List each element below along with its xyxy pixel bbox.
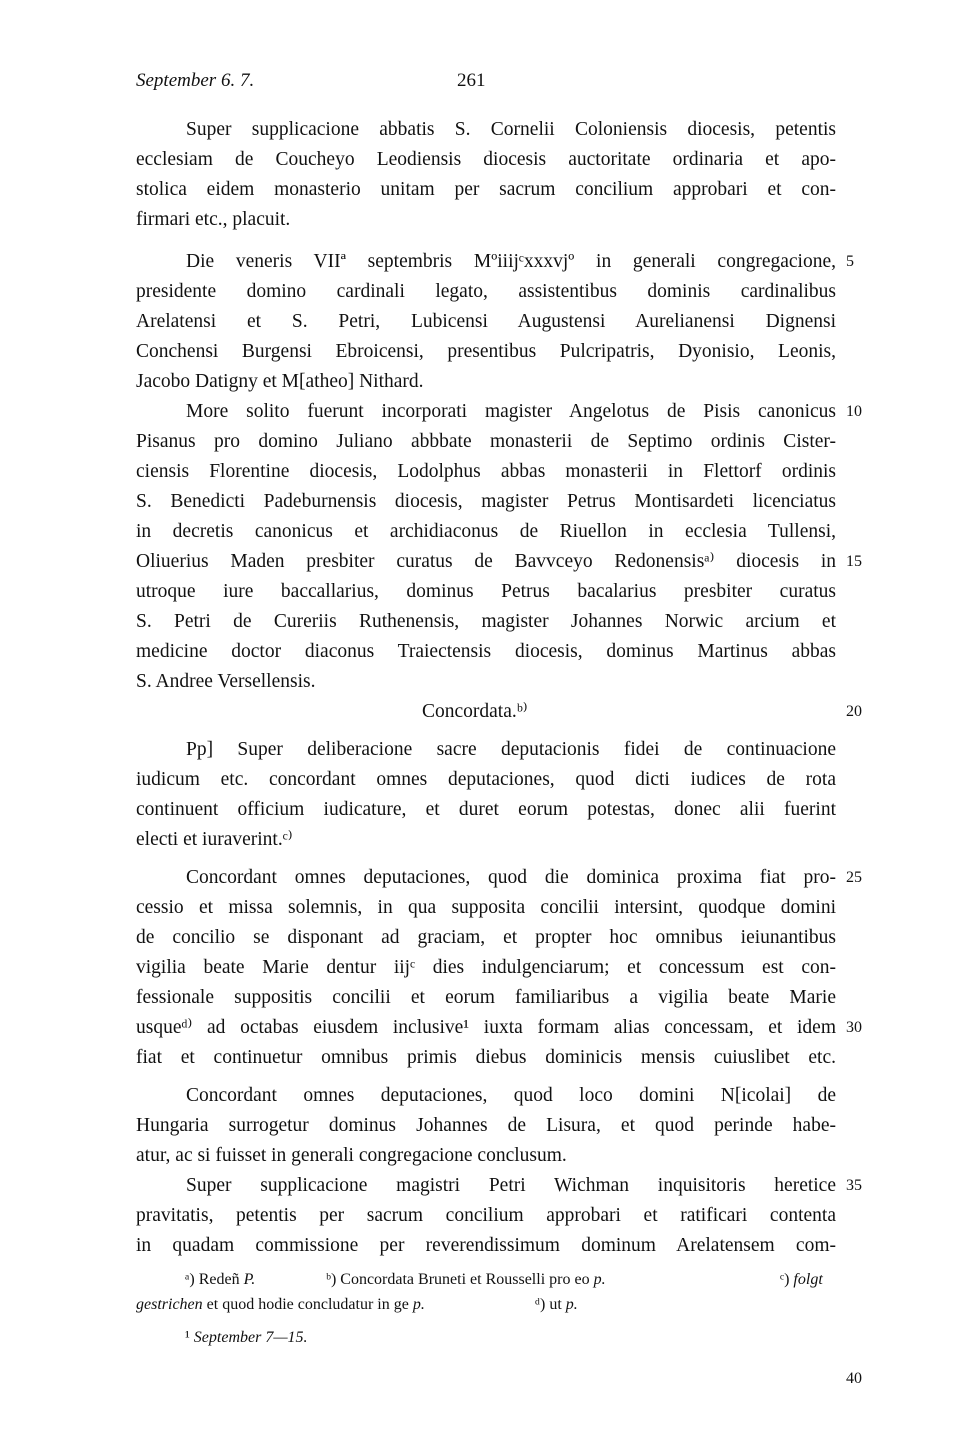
line-number: 35 [846, 1177, 862, 1194]
text-line: ciensis Florentine diocesis, Lodolphus abbas monasterii in Flettorf ordinis [136, 461, 836, 482]
footnote-d [535, 1293, 578, 1317]
text-line: Arelatensi et S. Petri, Lubicensi Augustensi Aurelianensi Dignensi [136, 311, 836, 332]
line-number: 5 [846, 253, 854, 270]
text-line: S. Petri de Cureriis Ruthenensis, magister Johannes Norwic arcium et [136, 611, 836, 632]
text-line: Hungaria surrogetur dominus Johannes de Lisura, et quod perinde habe- [136, 1115, 836, 1136]
text-line: atur, ac si fuisset in generali congregacione conclusum. [136, 1145, 567, 1166]
footnote-source: p. [412, 1296, 425, 1313]
footnote-source: P. [243, 1271, 256, 1288]
text-line: fessionale suppositis concilii et eorum familiaribus a vigilia beate Marie [136, 987, 836, 1008]
footnote-mark: ᵈ) [535, 1296, 546, 1313]
footnote-c-continuation [136, 1293, 425, 1317]
footnote-text: Concordata Bruneti et Rousselli pro eo [340, 1271, 590, 1288]
text-line: medicine doctor diaconus Traiectensis diocesis, dominus Martinus abbas [136, 641, 836, 662]
text-line: Conchensi Burgensi Ebroicensi, presentibus Pulcripatris, Dyonisio, Leonis, [136, 341, 836, 362]
text-line: ecclesiam de Coucheyo Leodiensis diocesis auctoritate ordinaria et apo- [136, 149, 836, 170]
line-number: 20 [846, 703, 862, 720]
footnote-text: ut [549, 1296, 562, 1313]
section-heading: Concordata.ᵇ⁾ [422, 701, 528, 722]
text-line: firmari etc., placuit. [136, 209, 291, 230]
footnote-text: et quod hodie concludatur in ge [206, 1296, 409, 1313]
text-line: in quadam commissione per reverendissimum dominum Arelatensem com- [136, 1235, 836, 1256]
text-line: Pp] Super deliberacione sacre deputacionis fidei de continuacione [186, 739, 836, 760]
footnote-mark: ᵇ) [326, 1271, 337, 1288]
footnote-text: folgt [793, 1271, 823, 1288]
footnote-text: September 7—15. [193, 1329, 308, 1346]
text-line: electi et iuraverint.ᶜ⁾ [136, 829, 293, 850]
text-line: pravitatis, petentis per sacrum concilium approbari et ratificari contenta [136, 1205, 836, 1226]
text-line: Super supplicacione abbatis S. Cornelii Coloniensis diocesis, petentis [186, 119, 836, 140]
footnote-c [780, 1268, 823, 1292]
footnote-1 [185, 1326, 308, 1350]
text-line: vigilia beate Marie dentur iijᶜ dies indulgenciarum; et concessum est con- [136, 957, 836, 978]
text-line: Oliuerius Maden presbiter curatus de Bavvceyo Redonensisᵃ⁾ diocesis in [136, 551, 836, 572]
text-line: More solito fuerunt incorporati magister Angelotus de Pisis canonicus [186, 401, 836, 422]
text-line: Concordant omnes deputaciones, quod loco domini N[icolai] de [186, 1085, 836, 1106]
line-number: 40 [846, 1370, 862, 1387]
footnote-source: p. [565, 1296, 578, 1313]
text-line: cessio et missa solemnis, in qua supposita concilii intersint, quodque domini [136, 897, 836, 918]
text-line: Pisanus pro domino Juliano abbbate monasterii de Septimo ordinis Cister- [136, 431, 836, 452]
footnote-mark: ᵃ) [185, 1271, 195, 1288]
footnote-mark: ¹ [185, 1329, 190, 1346]
page-number: 261 [457, 70, 486, 91]
text-line: stolica eidem monasterio unitam per sacrum concilium approbari et con- [136, 179, 836, 200]
footnote-mark: ᶜ) [780, 1271, 790, 1288]
text-line: Jacobo Datigny et M[atheo] Nithard. [136, 371, 424, 392]
text-line: iudicum etc. concordant omnes deputaciones, quod dicti iudices de rota [136, 769, 836, 790]
footnote-b [326, 1268, 606, 1292]
header-date: September 6. 7. [136, 70, 255, 91]
line-number: 10 [846, 403, 862, 420]
text-line: Die veneris VIIª septembris Mºiiijᶜxxxvjº in generali congregacione, [186, 251, 836, 272]
footnote-source: p. [593, 1271, 606, 1288]
text-line: de concilio se disponant ad graciam, et propter hoc omnibus ieiunantibus [136, 927, 836, 948]
line-number: 15 [846, 553, 862, 570]
text-line: utroque iure baccallarius, dominus Petrus bacalarius presbiter curatus [136, 581, 836, 602]
text-line: Super supplicacione magistri Petri Wichman inquisitoris heretice [186, 1175, 836, 1196]
running-header [136, 70, 836, 100]
line-number: 25 [846, 869, 862, 886]
text-line: fiat et continuetur omnibus primis diebus dominicis mensis cuiuslibet etc. [136, 1047, 836, 1068]
text-line: presidente domino cardinali legato, assistentibus dominis cardinalibus [136, 281, 836, 302]
footnote-text: Redeñ [198, 1271, 240, 1288]
text-line: S. Benedicti Padeburnensis diocesis, magister Petrus Montisardeti licenciatus [136, 491, 836, 512]
line-number: 30 [846, 1019, 862, 1036]
footnote-text: gestrichen [136, 1296, 203, 1313]
text-line: Concordant omnes deputaciones, quod die dominica proxima fiat pro- [186, 867, 836, 888]
text-line: usqueᵈ⁾ ad octabas eiusdem inclusive¹ iuxta formam alias concessam, et idem [136, 1017, 836, 1038]
text-line: in decretis canonicus et archidiaconus de Riuellon in ecclesia Tullensi, [136, 521, 836, 542]
text-line: S. Andree Versellensis. [136, 671, 316, 692]
footnote-a [185, 1268, 255, 1292]
text-line: continuent officium iudicature, et duret eorum potestas, donec alii fuerint [136, 799, 836, 820]
